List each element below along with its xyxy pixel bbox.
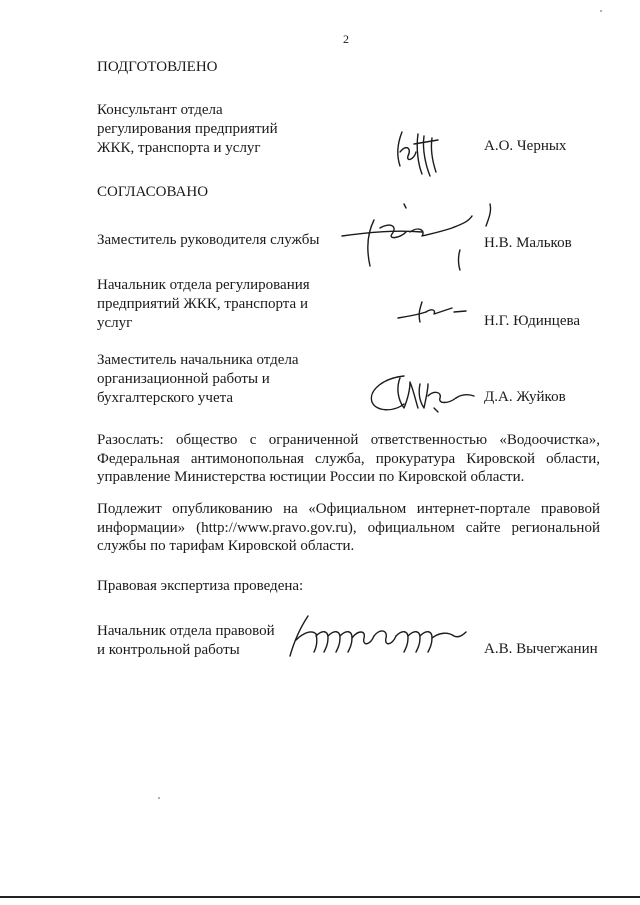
legal-review-position [97, 622, 275, 660]
distribution-paragraph: Разослать: общество с ограниченной ответственностью «Водоочистка», Федеральная антимонопольная служба, прокуратура Кировской области, управление Министерства юстиции России по Кировской области. [97, 432, 600, 485]
scan-speck [600, 10, 602, 12]
prepared-position [97, 101, 278, 158]
position-line: организационной работы и [97, 371, 270, 387]
signature-yudintseva [396, 296, 476, 328]
legal-review-statement: Правовая экспертиза проведена: [97, 578, 304, 594]
position-line: регулирования предприятий [97, 121, 278, 137]
position-line: бухгалтерского учета [97, 390, 234, 406]
scan-speck [158, 797, 160, 799]
page-number: 2 [343, 32, 349, 46]
agreed-heading: СОГЛАСОВАНО [97, 184, 209, 200]
signer-1-position [97, 231, 319, 250]
prepared-name: А.О. Черных [484, 138, 567, 154]
position-line: услуг [97, 315, 133, 331]
signer-2-position [97, 276, 310, 333]
position-line: Начальник отдела правовой [97, 623, 275, 639]
position-line: Начальник отдела регулирования [97, 277, 310, 293]
signer-3-name: Д.А. Жуйков [484, 389, 566, 405]
signer-1-name: Н.В. Мальков [484, 235, 572, 251]
position-line: ЖКК, транспорта и услуг [97, 140, 261, 156]
position-line: Заместитель руководителя службы [97, 232, 320, 248]
signature-malkov [340, 192, 510, 274]
position-line: предприятий ЖКК, транспорта и [97, 296, 308, 312]
position-line: Заместитель начальника отдела [97, 352, 299, 368]
signature-vychegzhanin [286, 612, 470, 658]
position-line: Консультант отдела [97, 102, 223, 118]
prepared-heading: ПОДГОТОВЛЕНО [97, 59, 218, 75]
position-line: и контрольной работы [97, 642, 240, 658]
signature-chernykh [388, 122, 448, 180]
scan-bottom-edge [0, 896, 640, 898]
signer-3-position [97, 351, 299, 408]
legal-review-name: А.В. Вычегжанин [484, 641, 598, 657]
publication-paragraph: Подлежит опубликованию на «Официальном интернет-портале правовой информации» (http://www.pravo.gov.ru), официальном сайте региональной службы по тарифам Кировской области. [97, 501, 600, 554]
signer-2-name: Н.Г. Юдинцева [484, 313, 581, 329]
signature-zhuykov [364, 368, 484, 418]
